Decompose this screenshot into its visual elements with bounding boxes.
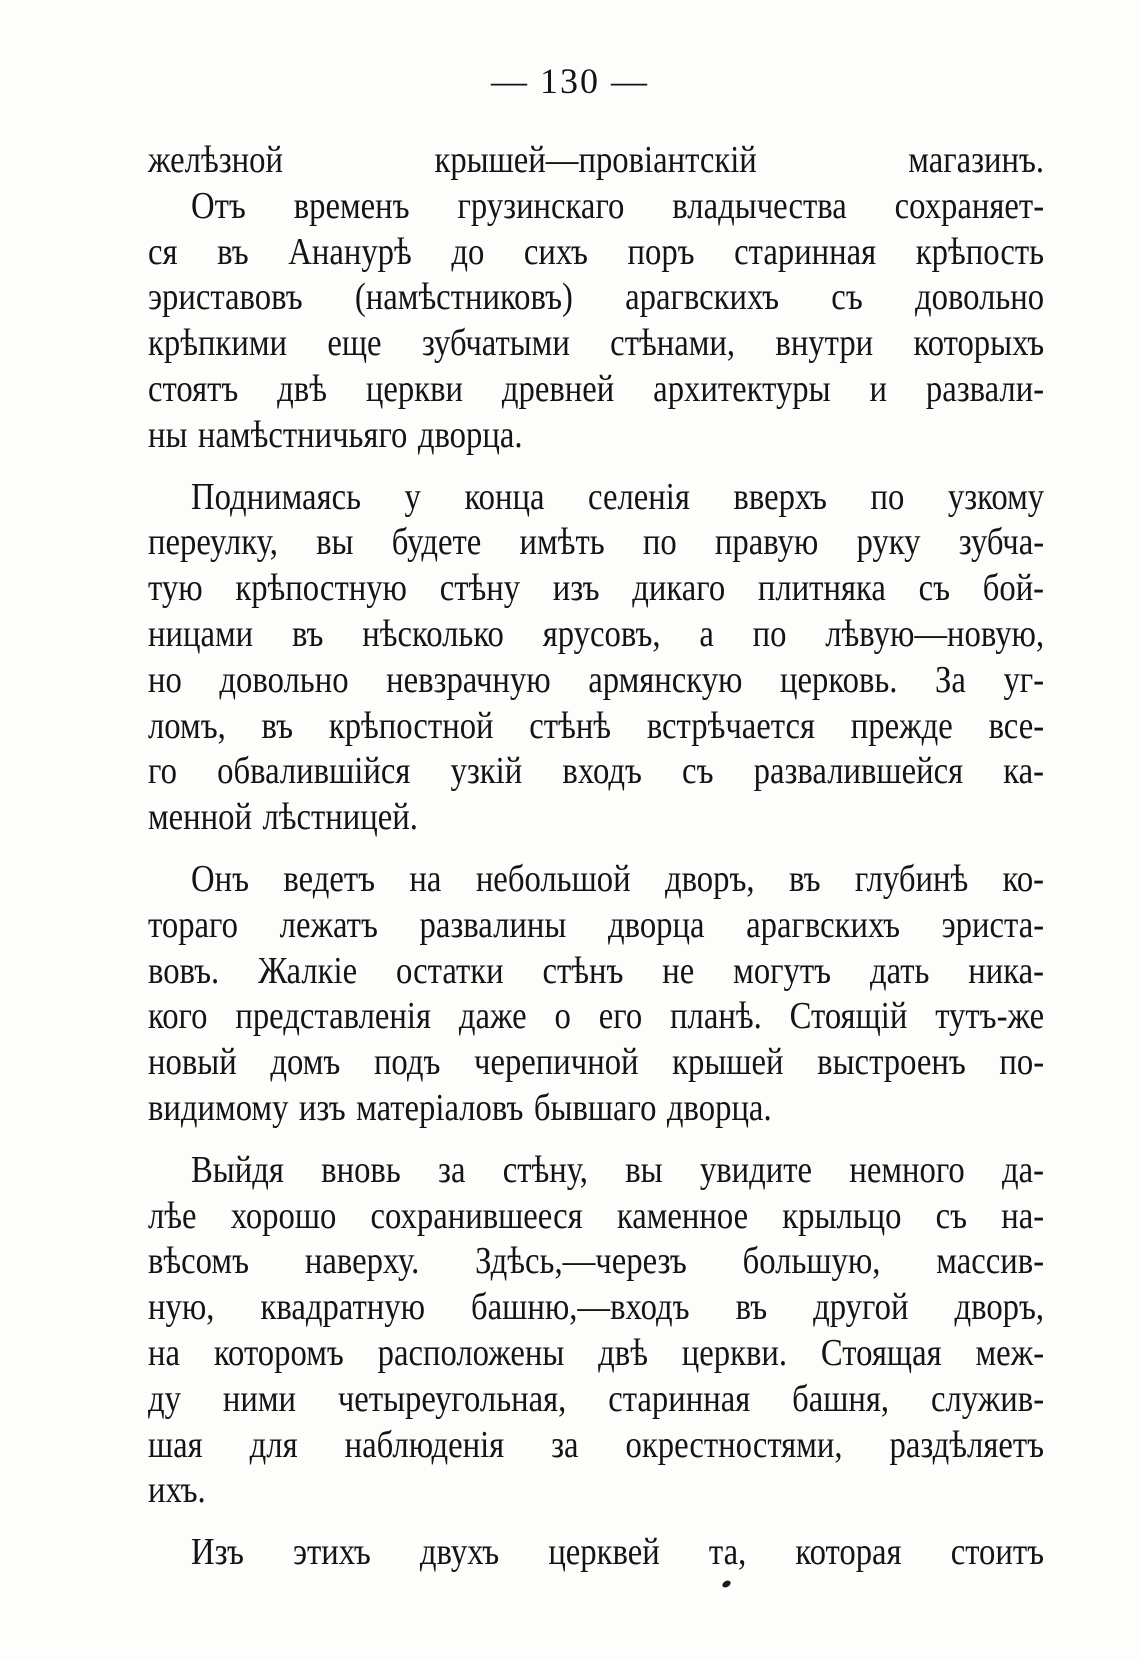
text-line: вѣсомъ наверху. Здѣсь,—черезъ большую, массив- — [148, 1240, 1045, 1283]
text-line: Отъ временъ грузинскаго владычества сохраняет- — [191, 184, 1045, 227]
text-line: видимому изъ матеріаловъ бывшаго дворца. — [148, 1086, 772, 1129]
text-line: на которомъ расположены двѣ церкви. Стоящая меж- — [148, 1331, 1045, 1374]
text-line: ду ними четыреугольная, старинная башня, служив- — [148, 1377, 1045, 1420]
text-line: ницами въ нѣсколько ярусовъ, а по лѣвую—новую, — [148, 612, 1045, 655]
text-line: крѣпкими еще зубчатыми стѣнами, внутри которыхъ — [148, 322, 1045, 365]
text-line: Выйдя вновь за стѣну, вы увидите немного да- — [191, 1148, 1045, 1191]
page-number: — 130 — — [491, 61, 649, 101]
text-line: Изъ этихъ двухъ церквей та, которая стоитъ — [191, 1531, 1045, 1574]
text-line: новый домъ подъ черепичной крышей выстроенъ по- — [148, 1041, 1045, 1084]
paragraph-gap — [148, 1514, 1044, 1530]
text-line: ломъ, въ крѣпостной стѣнѣ встрѣчается прежде все- — [148, 704, 1045, 747]
text-line: тораго лежатъ развалины дворца арагвскихъ эриста- — [148, 903, 1045, 946]
text-line: менной лѣстницей. — [148, 796, 418, 839]
text-line: ную, квадратную башню,—входъ въ другой дворъ, — [148, 1286, 1045, 1329]
body-text — [148, 138, 1044, 1576]
paragraph-gap — [148, 1132, 1044, 1148]
text-line: тую крѣпостную стѣну изъ дикаго плитняка съ бой- — [148, 567, 1045, 610]
paragraph-gap — [148, 459, 1044, 475]
text-line: лѣе хорошо сохранившееся каменное крыльцо съ на- — [148, 1194, 1045, 1237]
text-line: желѣзной крышей—провіантскій магазинъ. — [148, 139, 1045, 181]
text-line: переулку, вы будете имѣть по правую руку зубча- — [148, 521, 1045, 564]
text-line: Онъ ведетъ на небольшой дворъ, въ глубинѣ ко- — [191, 857, 1045, 900]
text-line: вовъ. Жалкіе остатки стѣнъ не могутъ дать ника- — [148, 949, 1045, 992]
text-line: кого представленія даже о его планѣ. Стоящій тутъ-же — [148, 995, 1045, 1038]
text-line: ихъ. — [148, 1469, 206, 1512]
text-line: ны намѣстничьяго дворца. — [148, 413, 523, 456]
text-line: стоятъ двѣ церкви древней архитектуры и развали- — [148, 367, 1045, 410]
text-line: но довольно невзрачную армянскую церковь. За уг- — [148, 658, 1045, 701]
text-line: го обвалившійся узкій входъ съ развалившейся ка- — [148, 750, 1045, 793]
ink-speck — [721, 1579, 732, 1589]
text-line: ся въ Ананурѣ до сихъ поръ старинная крѣпость — [148, 230, 1045, 273]
text-line: Поднимаясь у конца селенія вверхъ по узкому — [191, 475, 1045, 518]
text-line: эриставовъ (намѣстниковъ) арагвскихъ съ довольно — [148, 276, 1045, 319]
text-line: шая для наблюденія за окрестностями, раздѣляетъ — [148, 1423, 1045, 1466]
paragraph-gap — [148, 841, 1044, 857]
